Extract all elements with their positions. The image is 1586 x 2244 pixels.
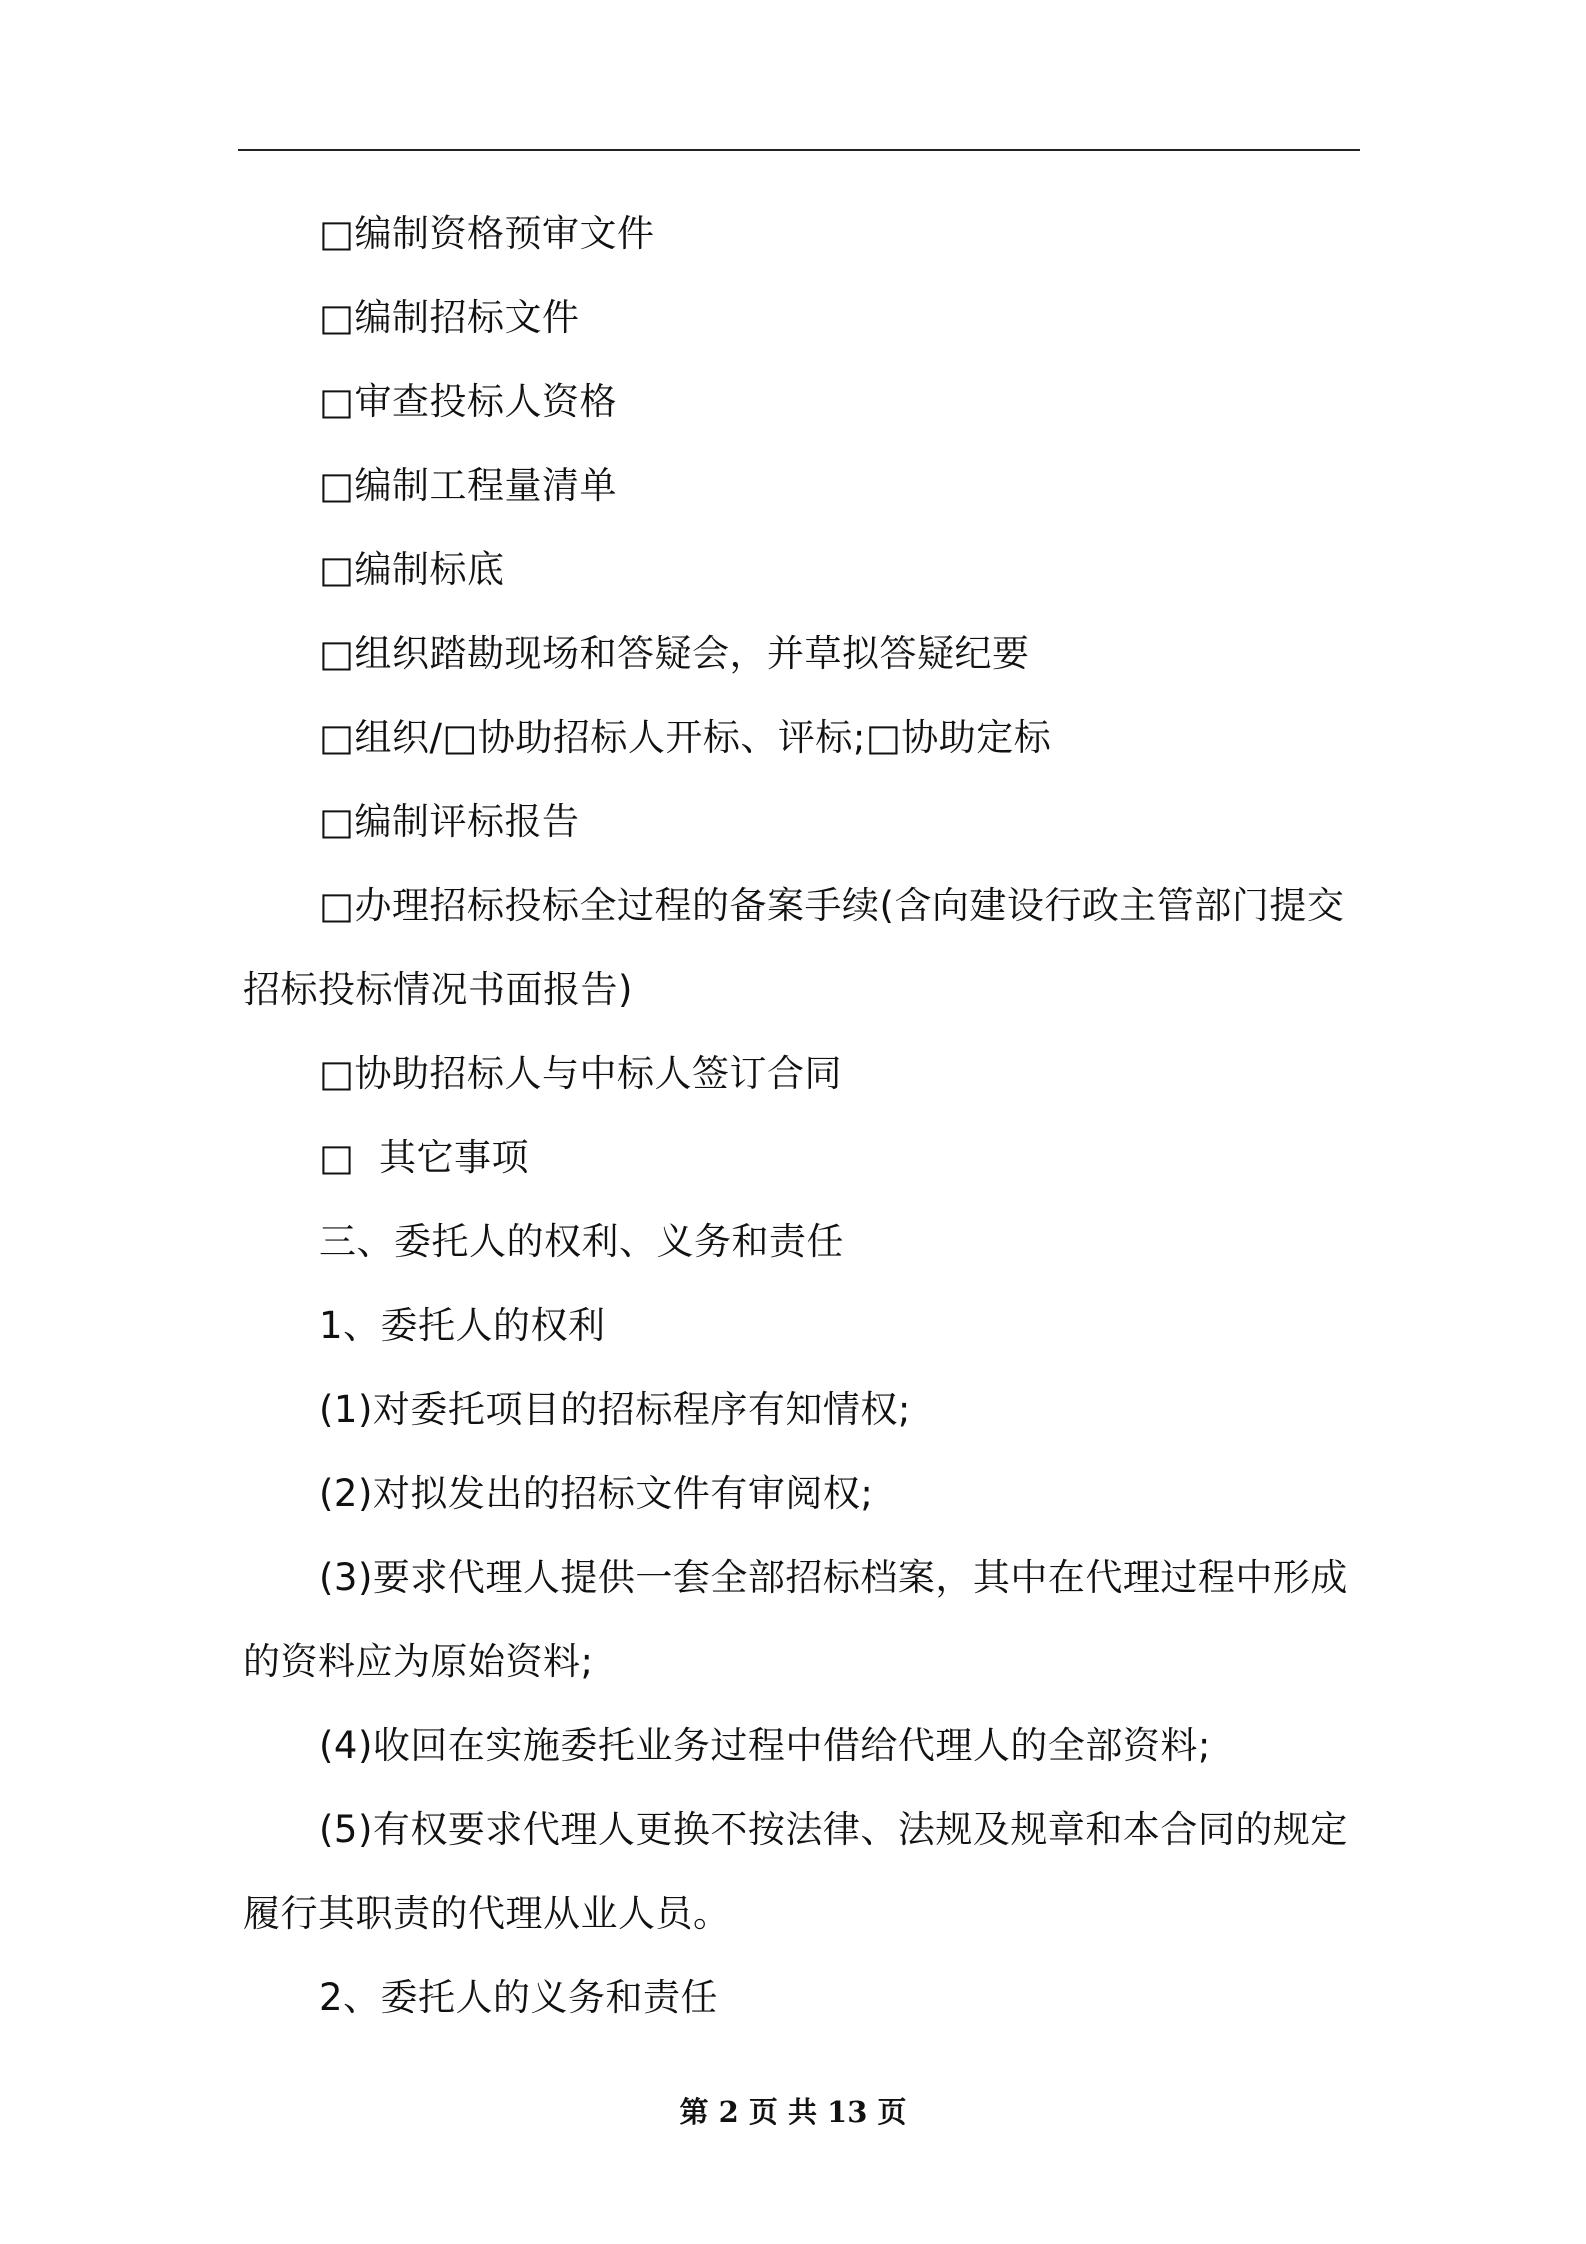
paragraph: □编制标底 <box>319 548 505 591</box>
subsection-heading: 2、委托人的义务和责任 <box>319 1976 719 2019</box>
paragraph: (2)对拟发出的招标文件有审阅权; <box>319 1472 874 1515</box>
header-rule <box>238 149 1360 151</box>
paragraph: □协助招标人与中标人签订合同 <box>319 1052 842 1095</box>
page-footer <box>0 2092 1586 2132</box>
paragraph: □编制招标文件 <box>319 296 580 339</box>
paragraph: □编制工程量清单 <box>319 464 617 507</box>
document-body <box>243 192 1358 2040</box>
paragraph: (1)对委托项目的招标程序有知情权; <box>319 1388 911 1431</box>
paragraph: □编制评标报告 <box>319 800 580 843</box>
paragraph: □办理招标投标全过程的备案手续(含向建设行政主管部门提交招标投标情况书面报告) <box>243 884 1345 1011</box>
paragraph: □组织/□协助招标人开标、评标;□协助定标 <box>319 716 1052 759</box>
paragraph: (4)收回在实施委托业务过程中借给代理人的全部资料; <box>319 1724 1211 1767</box>
paragraph: □审查投标人资格 <box>319 380 617 423</box>
page-number: 第 2 页 共 13 页 <box>679 2095 907 2129</box>
paragraph: (5)有权要求代理人更换不按法律、法规及规章和本合同的规定履行其职责的代理从业人员。 <box>243 1808 1348 1935</box>
subsection-heading: 1、委托人的权利 <box>319 1304 606 1347</box>
paragraph: (3)要求代理人提供一套全部招标档案，其中在代理过程中形成的资料应为原始资料; <box>243 1556 1348 1683</box>
section-heading: 三、委托人的权利、义务和责任 <box>319 1220 844 1263</box>
paragraph: □组织踏勘现场和答疑会，并草拟答疑纪要 <box>319 632 1030 675</box>
paragraph: □ 其它事项 <box>319 1136 529 1179</box>
paragraph: □编制资格预审文件 <box>319 212 655 255</box>
